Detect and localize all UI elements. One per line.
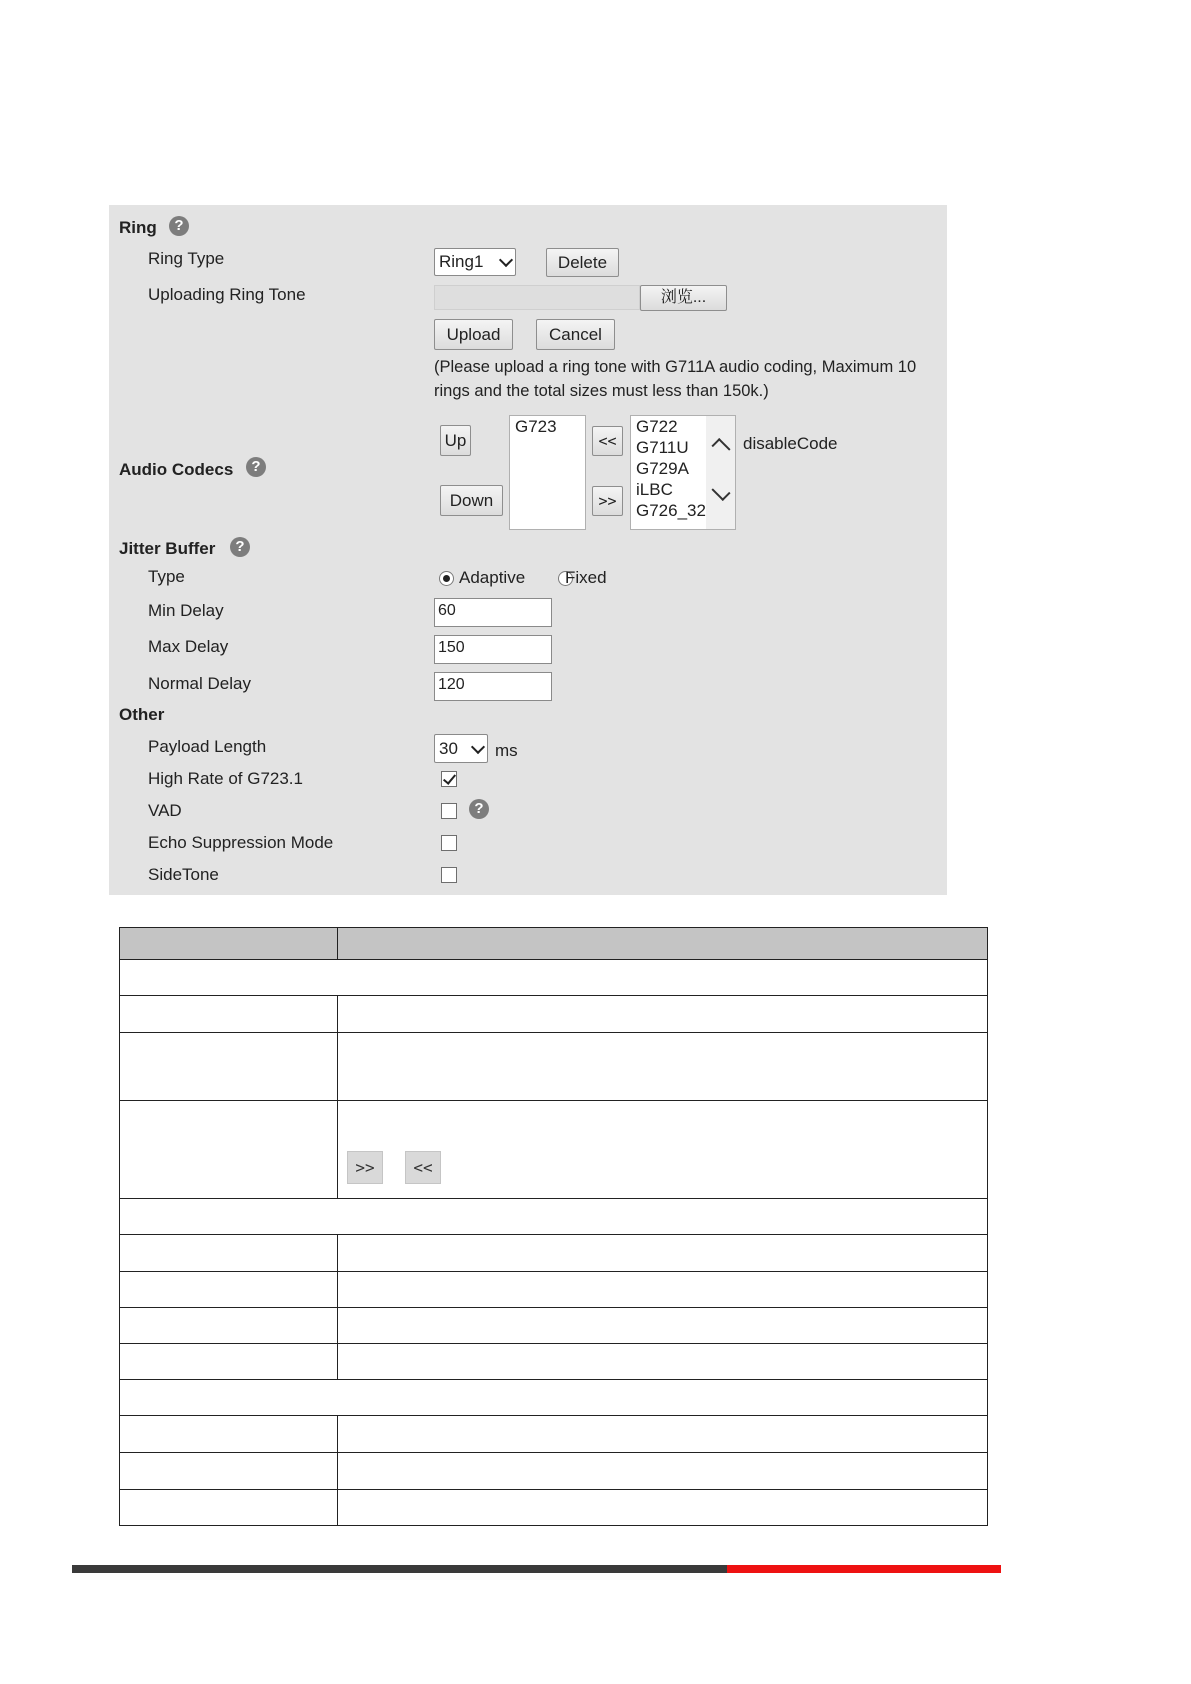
- ring-help-icon[interactable]: ?: [169, 216, 189, 236]
- vad-label: VAD: [148, 801, 182, 820]
- move-left-icon: <<: [405, 1151, 441, 1184]
- table-row: [119, 1308, 988, 1344]
- ring-type-value: Ring1: [439, 252, 484, 271]
- cancel-upload-button[interactable]: Cancel: [536, 319, 615, 350]
- min-delay-label: Min Delay: [148, 601, 224, 620]
- scroll-down-icon[interactable]: [711, 482, 730, 501]
- disabled-codec-item[interactable]: G726_32: [636, 501, 706, 520]
- table-cell: [120, 928, 338, 959]
- table-row: [119, 1453, 988, 1490]
- enable-codec-button[interactable]: <<: [592, 426, 623, 456]
- high-rate-g7231-label: High Rate of G723.1: [148, 769, 303, 788]
- table-cell: [120, 1235, 338, 1271]
- table-row: [119, 1344, 988, 1380]
- disabled-codecs-list[interactable]: [630, 415, 736, 530]
- table-row: [119, 1490, 988, 1526]
- audio-settings-panel: [109, 205, 947, 895]
- table-row: [119, 1235, 988, 1272]
- table-cell: [120, 1033, 338, 1100]
- table-cell: [120, 996, 338, 1032]
- table-cell: [120, 1101, 338, 1198]
- vad-help-icon[interactable]: ?: [469, 799, 489, 819]
- table-cell: [120, 1490, 338, 1525]
- jitter-adaptive-label: Adaptive: [459, 568, 526, 587]
- delete-ring-button[interactable]: Delete: [546, 248, 619, 277]
- jitter-type-label: Type: [148, 567, 185, 586]
- table-section-row: [119, 1199, 988, 1235]
- min-delay-input[interactable]: 60: [434, 598, 552, 627]
- echo-suppression-checkbox[interactable]: [441, 835, 457, 851]
- sidetone-label: SideTone: [148, 865, 219, 884]
- chevron-down-icon: [499, 253, 513, 267]
- table-row: [119, 1101, 988, 1199]
- uploading-ring-tone-label: Uploading Ring Tone: [148, 285, 306, 304]
- normal-delay-label: Normal Delay: [148, 674, 251, 693]
- jitter-fixed-label: Fixed: [565, 568, 607, 587]
- ring-section-title: Ring: [119, 218, 157, 237]
- payload-length-select[interactable]: [434, 734, 488, 763]
- codec-list-scrollbar[interactable]: [706, 416, 735, 529]
- table-row: [119, 1033, 988, 1101]
- table-header-row: [119, 927, 988, 960]
- sidetone-checkbox[interactable]: [441, 867, 457, 883]
- codec-down-button[interactable]: Down: [440, 485, 503, 516]
- footer-bar-dark: [72, 1565, 727, 1573]
- browse-button[interactable]: 浏览...: [640, 285, 727, 311]
- other-section-title: Other: [119, 705, 165, 724]
- max-delay-input[interactable]: 150: [434, 635, 552, 664]
- table-row: [119, 996, 988, 1033]
- move-right-icon: >>: [347, 1151, 383, 1184]
- payload-length-value: 30: [439, 739, 458, 758]
- disabled-codec-item[interactable]: iLBC: [636, 480, 673, 499]
- table-cell: [120, 1344, 338, 1379]
- ring-type-select[interactable]: [434, 248, 516, 276]
- enabled-codec-item[interactable]: G723: [515, 417, 557, 436]
- disable-codec-button[interactable]: >>: [592, 486, 623, 516]
- table-row: [119, 1416, 988, 1453]
- disabled-codec-item[interactable]: G729A: [636, 459, 689, 478]
- audio-codecs-help-icon[interactable]: ?: [246, 457, 266, 477]
- jitter-buffer-help-icon[interactable]: ?: [230, 537, 250, 557]
- chevron-down-icon: [471, 739, 485, 753]
- jitter-adaptive-radio[interactable]: [439, 571, 454, 586]
- disabled-codec-item[interactable]: G711U: [636, 438, 689, 457]
- table-section-row: [119, 960, 988, 996]
- table-cell: [120, 1308, 338, 1343]
- max-delay-label: Max Delay: [148, 637, 229, 656]
- table-row: [119, 1272, 988, 1308]
- audio-codecs-section-title: Audio Codecs: [119, 460, 234, 479]
- ring-upload-note-line1: (Please upload a ring tone with G711A audio coding, Maximum 10: [434, 358, 917, 376]
- disabled-codec-item[interactable]: G722: [636, 417, 678, 436]
- table-section-row: [119, 1380, 988, 1416]
- table-cell: [120, 1272, 338, 1307]
- table-cell: [120, 1416, 338, 1452]
- table-cell: [120, 1453, 338, 1489]
- vad-checkbox[interactable]: [441, 803, 457, 819]
- disabled-codecs-label: disableCode: [743, 434, 838, 453]
- payload-length-label: Payload Length: [148, 737, 267, 756]
- codec-up-button[interactable]: Up: [440, 425, 471, 456]
- footer-bar-red: [727, 1565, 1001, 1573]
- echo-suppression-label: Echo Suppression Mode: [148, 833, 334, 852]
- ring-type-label: Ring Type: [148, 249, 225, 268]
- normal-delay-input[interactable]: 120: [434, 672, 552, 701]
- ring-upload-note-line2: rings and the total sizes must less than 150k.): [434, 382, 769, 400]
- payload-unit-label: ms: [495, 741, 518, 760]
- enabled-codecs-list[interactable]: [509, 415, 586, 530]
- scroll-up-icon[interactable]: [711, 438, 730, 457]
- upload-button[interactable]: Upload: [434, 319, 513, 350]
- ring-file-path-input[interactable]: [434, 285, 640, 310]
- high-rate-g7231-checkbox[interactable]: [441, 771, 457, 787]
- jitter-buffer-section-title: Jitter Buffer: [119, 539, 216, 558]
